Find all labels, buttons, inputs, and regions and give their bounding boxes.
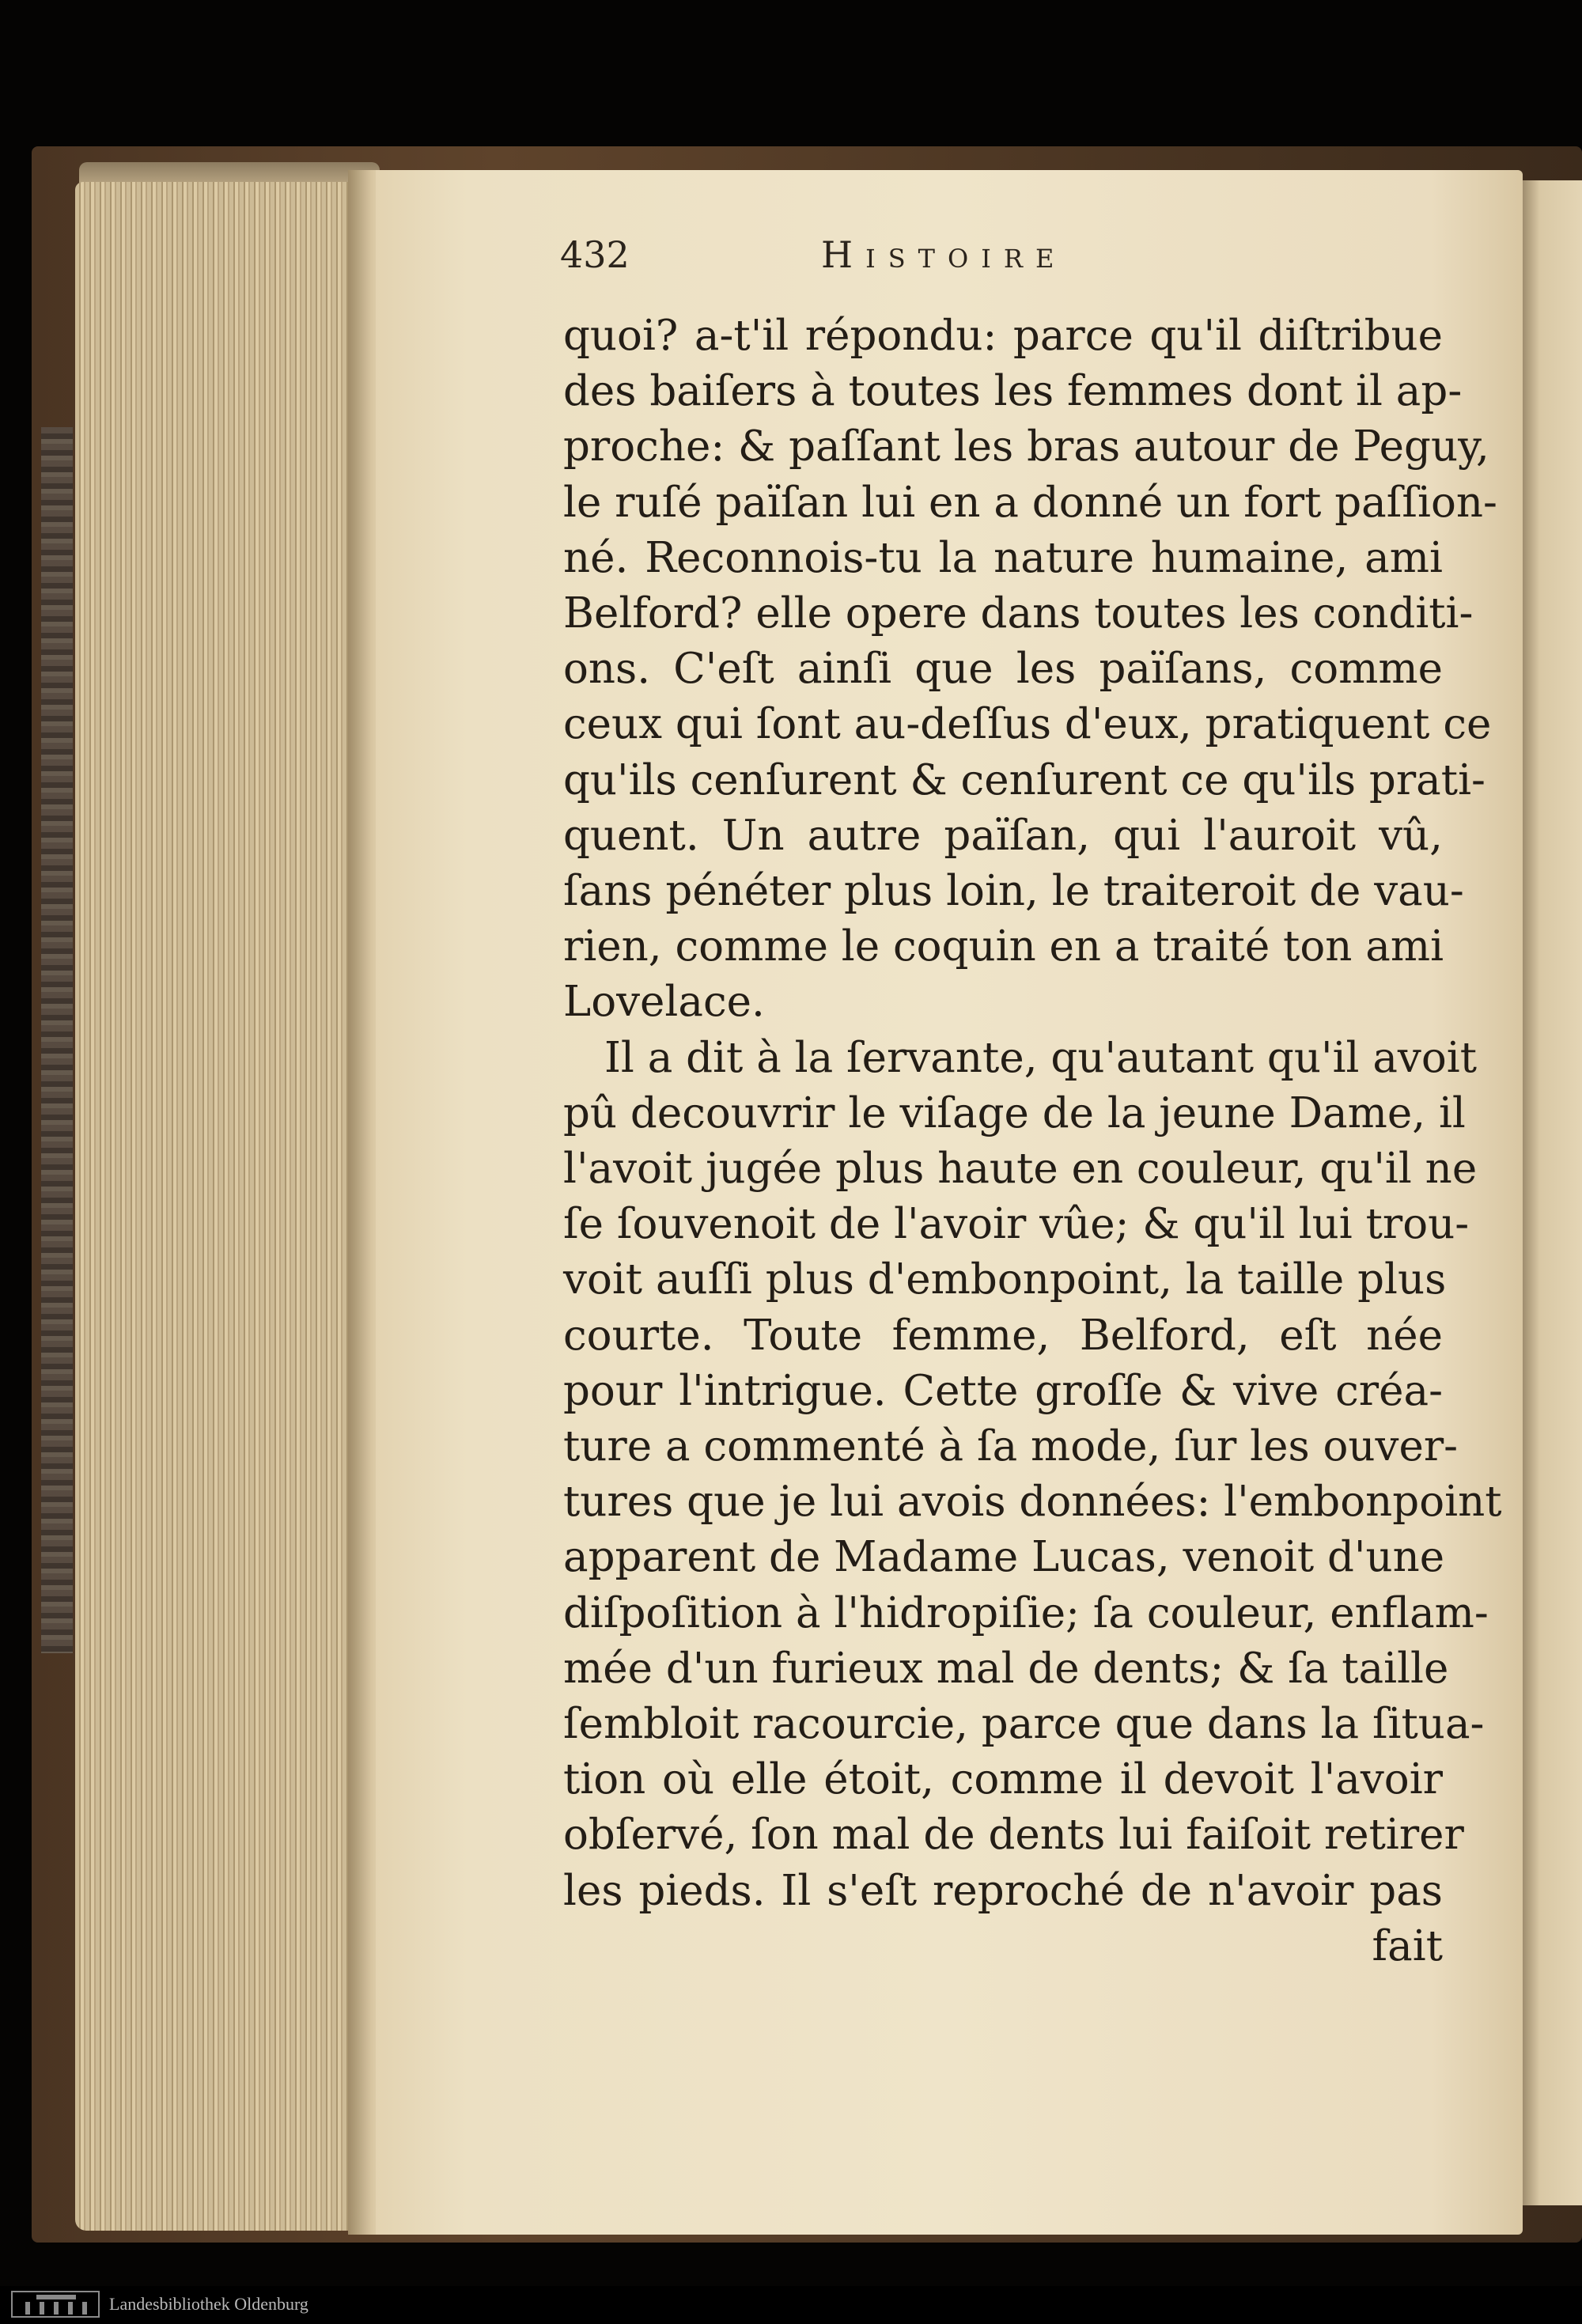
text-line: le ruſé païſan lui en a donné un fort paſſion-: [563, 478, 1497, 527]
text-line: obſervé, ſon mal de dents lui faiſoit retirer: [563, 1811, 1464, 1860]
text-line: qu'ils cenſurent & cenſurent ce qu'ils prati-: [563, 755, 1485, 804]
text-line: tion où elle étoit, comme il devoit l'avoir: [563, 1755, 1443, 1804]
text-line: Belford? elle opere dans toutes les conditi-: [563, 589, 1474, 638]
text-line: tures que je lui avois données: l'embonpoint: [563, 1478, 1502, 1527]
text-line: voit auſſi plus d'embonpoint, la taille plus: [563, 1255, 1447, 1304]
text-line: ſembloit racourcie, parce que dans la ſitua-: [563, 1700, 1485, 1749]
paragraph-end-line: Lovelace.: [563, 978, 765, 1027]
text-line: apparent de Madame Lucas, venoit d'une: [563, 1533, 1445, 1582]
footer-bar: [0, 2286, 1582, 2324]
text-line: l'avoit jugée plus haute en couleur, qu'il ne: [563, 1145, 1478, 1194]
text-line: pû decouvrir le viſage de la jeune Dame, il: [563, 1088, 1466, 1137]
body-text: [563, 308, 1502, 1974]
text-line: ons. C'eſt ainſi que les païſans, comme: [563, 645, 1443, 694]
library-logo-icon: [11, 2291, 100, 2318]
text-line: diſpoſition à l'hidropiſie; ſa couleur, enflam-: [563, 1588, 1489, 1637]
text-line: mée d'un furieux mal de dents; & ſa taille: [563, 1644, 1449, 1693]
page-header: [560, 233, 1446, 289]
text-line: ture a commenté à ſa mode, ſur les ouver-: [563, 1422, 1459, 1471]
text-line: rien, comme le coquin en a traité ton ami: [563, 922, 1444, 971]
paragraph-start-line: Il a dit à la ſervante, qu'autant qu'il avoit: [604, 1033, 1478, 1082]
text-line: ſe ſouvenoit de l'avoir vûe; & qu'il lui trou-: [563, 1200, 1470, 1249]
facing-page-edge: [1517, 180, 1582, 2205]
text-line: des baiſers à toutes les femmes dont il ap-: [563, 367, 1463, 416]
text-line: ceux qui ſont au-deſſus d'eux, pratiquent ce: [563, 700, 1492, 749]
page-number: 432: [560, 233, 630, 276]
library-name: Landesbibliothek Oldenburg: [109, 2294, 308, 2314]
text-line: les pieds. Il s'eſt reproché de n'avoir pas: [563, 1866, 1443, 1915]
text-line: pour l'intrigue. Cette groſſe & vive créa-: [563, 1366, 1443, 1415]
running-head: Histoire: [821, 233, 1067, 276]
text-line: quoi? a-t'il répondu: parce qu'il diſtribue: [563, 312, 1443, 360]
text-line: courte. Toute femme, Belford, eſt née: [563, 1311, 1443, 1360]
catchword: fait: [1372, 1921, 1443, 1970]
text-line: ſans pénéter plus loin, le traiteroit de vau-: [563, 867, 1464, 916]
page-block-edges: [75, 182, 372, 2231]
text-line: proche: & paſſant les bras autour de Peguy,: [563, 422, 1489, 471]
text-line: quent. Un autre païſan, qui l'auroit vû,: [563, 811, 1443, 860]
cover-marbled-edge: [41, 427, 73, 1653]
text-line: né. Reconnois-tu la nature humaine, ami: [563, 533, 1443, 582]
